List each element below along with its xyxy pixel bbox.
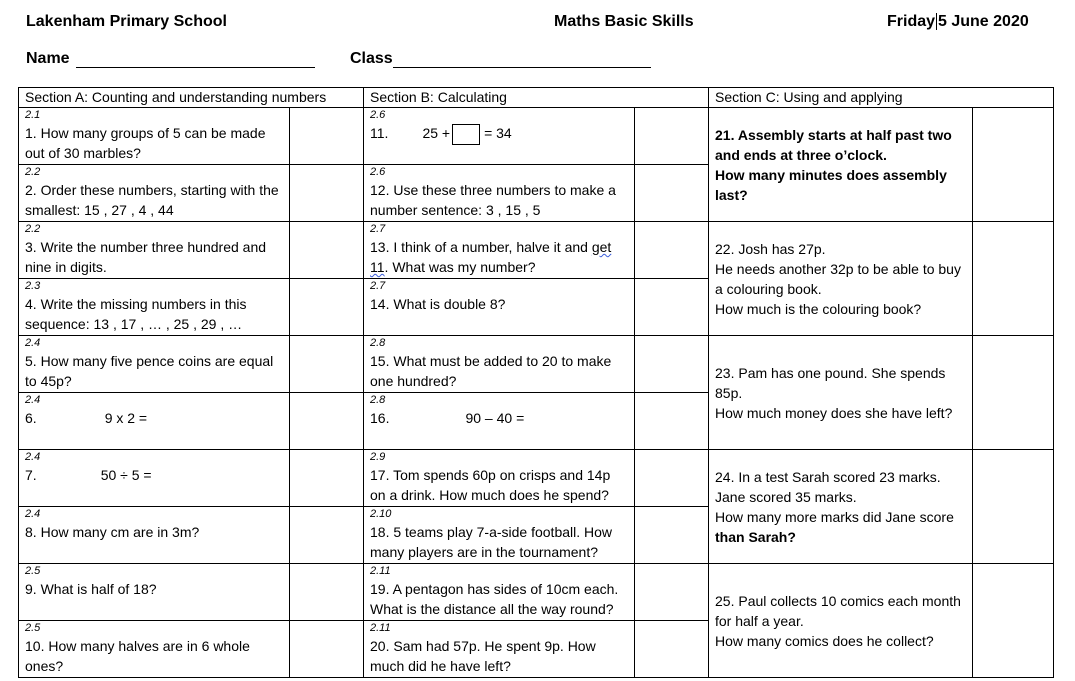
question-17: 2.9 17. Tom spends 60p on crisps and 14p on a drink. How much does he spend? xyxy=(364,450,635,507)
school-name: Lakenham Primary School xyxy=(26,13,227,30)
question-1: 2.1 1. How many groups of 5 can be made out of 30 marbles? xyxy=(19,108,290,165)
answer-box-25[interactable] xyxy=(973,564,1054,678)
answer-box-15[interactable] xyxy=(635,336,709,393)
question-5: 2.4 5. How many five pence coins are equal to 45p? xyxy=(19,336,290,393)
question-13: 2.7 13. I think of a number, halve it and get 11. What was my number? xyxy=(364,222,635,279)
question-11: 2.6 11. 25 + = 34 xyxy=(364,108,635,165)
answer-box-8[interactable] xyxy=(290,507,364,564)
answer-box-19[interactable] xyxy=(635,564,709,621)
answer-box-3[interactable] xyxy=(290,222,364,279)
questions-table xyxy=(18,87,1054,678)
question-16: 2.8 16. 90 – 40 = xyxy=(364,393,635,450)
name-label: Name xyxy=(26,50,70,67)
date xyxy=(887,13,1029,31)
question-19: 2.11 19. A pentagon has sides of 10cm each. What is the distance all the way round? xyxy=(364,564,635,621)
section-b-header: Section B: Calculating xyxy=(364,88,709,108)
question-23: 23. Pam has one pound. She spends 85p. How much money does she have left? xyxy=(709,336,973,450)
question-9: 2.5 9. What is half of 18? xyxy=(19,564,290,621)
answer-box-21[interactable] xyxy=(973,108,1054,222)
answer-box-22[interactable] xyxy=(973,222,1054,336)
question-24: 24. In a test Sarah scored 23 marks. Jane scored 35 marks. How many more marks did Jane score than Sarah? xyxy=(709,450,973,564)
subject-title: Maths Basic Skills xyxy=(554,13,694,30)
answer-box-14[interactable] xyxy=(635,279,709,336)
question-22: 22. Josh has 27p. He needs another 32p to be able to buy a colouring book. How much is the colouring book? xyxy=(709,222,973,336)
missing-number-box[interactable] xyxy=(452,124,480,145)
answer-box-9[interactable] xyxy=(290,564,364,621)
question-7: 2.4 7. 50 ÷ 5 = xyxy=(19,450,290,507)
question-4: 2.3 4. Write the missing numbers in this sequence: 13 , 17 , … , 25 , 29 , … xyxy=(19,279,290,336)
answer-box-7[interactable] xyxy=(290,450,364,507)
answer-box-24[interactable] xyxy=(973,450,1054,564)
question-12: 2.6 12. Use these three numbers to make a number sentence: 3 , 15 , 5 xyxy=(364,165,635,222)
question-3: 2.2 3. Write the number three hundred and nine in digits. xyxy=(19,222,290,279)
question-10: 2.5 10. How many halves are in 6 whole ones? xyxy=(19,621,290,678)
answer-box-23[interactable] xyxy=(973,336,1054,450)
date-label: 5 June 2020 xyxy=(938,13,1029,30)
question-18: 2.10 18. 5 teams play 7-a-side football. How many players are in the tournament? xyxy=(364,507,635,564)
answer-box-17[interactable] xyxy=(635,450,709,507)
class-label: Class xyxy=(350,50,393,67)
question-20: 2.11 20. Sam had 57p. He spent 9p. How much did he have left? xyxy=(364,621,635,678)
name-line[interactable] xyxy=(76,67,315,68)
answer-box-2[interactable] xyxy=(290,165,364,222)
question-15: 2.8 15. What must be added to 20 to make one hundred? xyxy=(364,336,635,393)
question-21: 21. Assembly starts at half past two and ends at three o’clock. How many minutes does assembly last? xyxy=(709,108,973,222)
section-c-header: Section C: Using and applying xyxy=(709,88,1054,108)
answer-box-16[interactable] xyxy=(635,393,709,450)
question-2: 2.2 2. Order these numbers, starting with the smallest: 15 , 27 , 4 , 44 xyxy=(19,165,290,222)
answer-box-10[interactable] xyxy=(290,621,364,678)
section-a-header: Section A: Counting and understanding numbers xyxy=(19,88,364,108)
question-14: 2.7 14. What is double 8? xyxy=(364,279,635,336)
day-label: Friday xyxy=(887,13,936,30)
text-cursor xyxy=(936,13,937,30)
answer-box-18[interactable] xyxy=(635,507,709,564)
answer-box-5[interactable] xyxy=(290,336,364,393)
question-25: 25. Paul collects 10 comics each month for half a year. How many comics does he collect? xyxy=(709,564,973,678)
answer-box-20[interactable] xyxy=(635,621,709,678)
answer-box-6[interactable] xyxy=(290,393,364,450)
answer-box-13[interactable] xyxy=(635,222,709,279)
answer-box-12[interactable] xyxy=(635,165,709,222)
question-8: 2.4 8. How many cm are in 3m? xyxy=(19,507,290,564)
answer-box-11[interactable] xyxy=(635,108,709,165)
class-line[interactable] xyxy=(393,67,651,68)
question-6: 2.4 6. 9 x 2 = xyxy=(19,393,290,450)
answer-box-1[interactable] xyxy=(290,108,364,165)
answer-box-4[interactable] xyxy=(290,279,364,336)
